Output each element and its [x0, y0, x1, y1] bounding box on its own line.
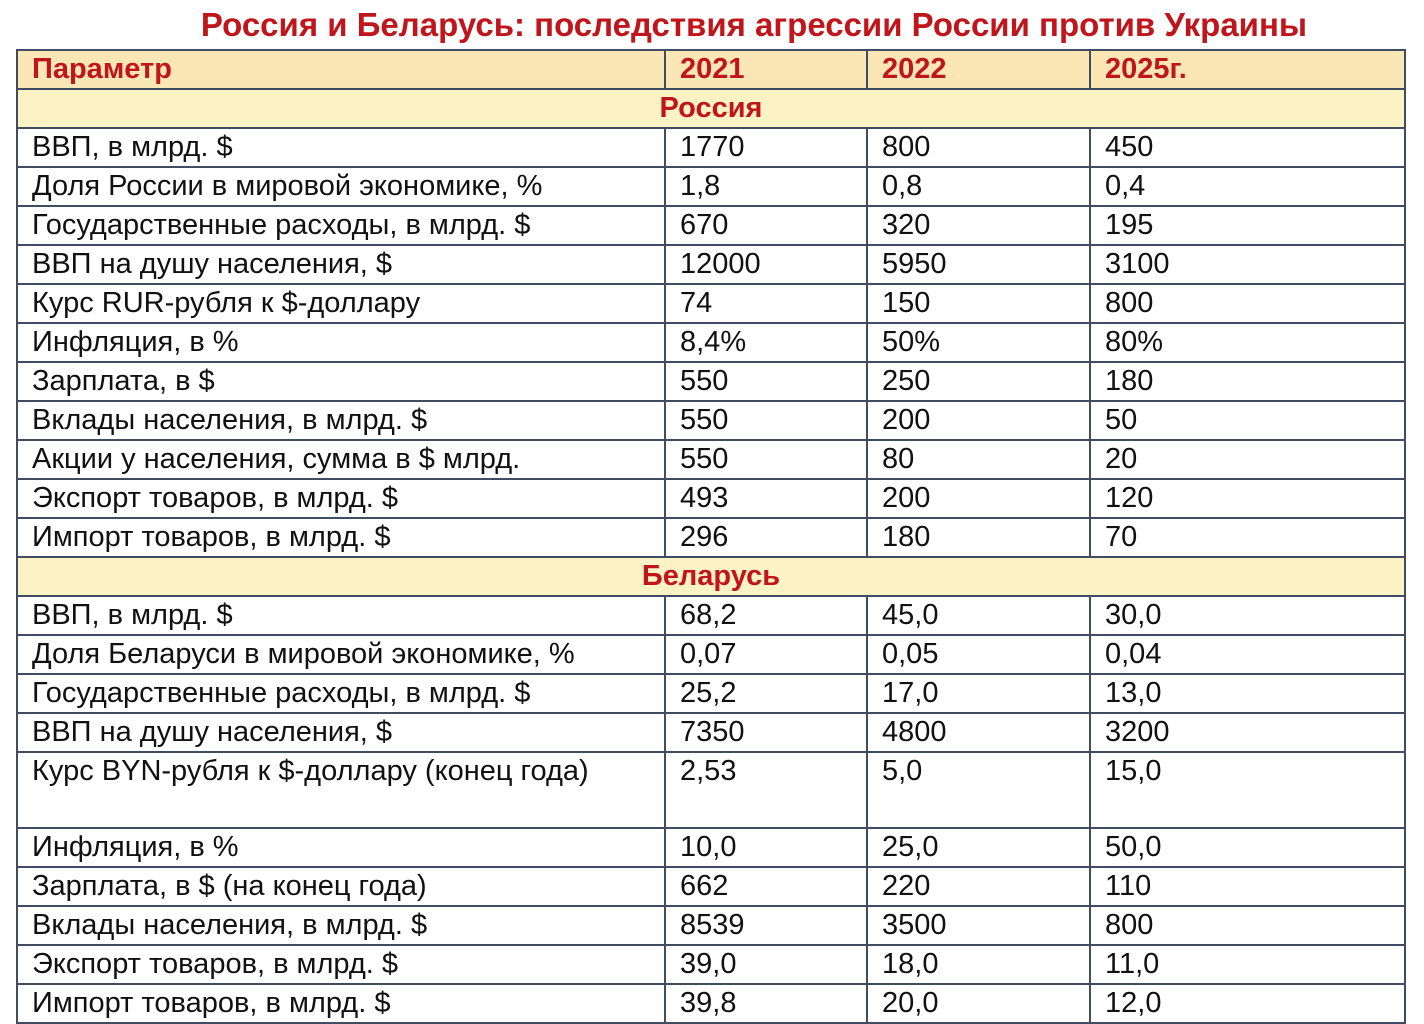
value-cell-2021: 550 — [665, 440, 867, 479]
table-row — [17, 518, 1405, 557]
value-cell-2022: 3500 — [867, 906, 1090, 945]
value-cell-2025: 110 — [1090, 867, 1405, 906]
param-cell: Зарплата, в $ (на конец года) — [17, 867, 665, 906]
value-cell-2021: 550 — [665, 401, 867, 440]
value-cell-2025: 70 — [1090, 518, 1405, 557]
value-cell-2022: 180 — [867, 518, 1090, 557]
value-cell-2021: 8539 — [665, 906, 867, 945]
value-cell-2021: 7350 — [665, 713, 867, 752]
value-cell-2025: 3100 — [1090, 245, 1405, 284]
value-cell-2022: 17,0 — [867, 674, 1090, 713]
param-cell: ВВП, в млрд. $ — [17, 596, 665, 635]
table-row — [17, 828, 1405, 867]
value-cell-2025: 12,0 — [1090, 984, 1405, 1023]
value-cell-2025: 80% — [1090, 323, 1405, 362]
value-cell-2025: 0,04 — [1090, 635, 1405, 674]
section-header-russia — [17, 89, 1405, 128]
param-cell: Доля России в мировой экономике, % — [17, 167, 665, 206]
value-cell-2021: 0,07 — [665, 635, 867, 674]
table-row — [17, 440, 1405, 479]
value-cell-2022: 200 — [867, 401, 1090, 440]
value-cell-2022: 25,0 — [867, 828, 1090, 867]
table-row — [17, 596, 1405, 635]
page-title: Россия и Беларусь: последствия агрессии России против Украины — [200, 6, 1308, 43]
value-cell-2022: 250 — [867, 362, 1090, 401]
value-cell-2022: 0,8 — [867, 167, 1090, 206]
table-row — [17, 635, 1405, 674]
section-title: Беларусь — [17, 557, 1405, 596]
value-cell-2025: 3200 — [1090, 713, 1405, 752]
table-row — [17, 479, 1405, 518]
value-cell-2025: 50 — [1090, 401, 1405, 440]
value-cell-2022: 20,0 — [867, 984, 1090, 1023]
table-row — [17, 752, 1405, 828]
value-cell-2025: 120 — [1090, 479, 1405, 518]
header-cell-parameter: Параметр — [17, 50, 665, 89]
value-cell-2025: 11,0 — [1090, 945, 1405, 984]
table-row — [17, 945, 1405, 984]
value-cell-2025: 13,0 — [1090, 674, 1405, 713]
value-cell-2025: 50,0 — [1090, 828, 1405, 867]
table-row — [17, 284, 1405, 323]
param-cell: Инфляция, в % — [17, 828, 665, 867]
table-row — [17, 867, 1405, 906]
value-cell-2021: 550 — [665, 362, 867, 401]
param-cell: Вклады населения, в млрд. $ — [17, 401, 665, 440]
param-cell: Государственные расходы, в млрд. $ — [17, 674, 665, 713]
param-cell: Курс RUR-рубля к $-доллару — [17, 284, 665, 323]
param-cell: Импорт товаров, в млрд. $ — [17, 518, 665, 557]
param-cell: Доля Беларуси в мировой экономике, % — [17, 635, 665, 674]
value-cell-2021: 25,2 — [665, 674, 867, 713]
param-cell: ВВП на душу населения, $ — [17, 713, 665, 752]
param-cell: Инфляция, в % — [17, 323, 665, 362]
value-cell-2021: 296 — [665, 518, 867, 557]
value-cell-2021: 68,2 — [665, 596, 867, 635]
value-cell-2025: 450 — [1090, 128, 1405, 167]
value-cell-2021: 12000 — [665, 245, 867, 284]
value-cell-2022: 45,0 — [867, 596, 1090, 635]
table-row — [17, 128, 1405, 167]
param-cell: Акции у населения, сумма в $ млрд. — [17, 440, 665, 479]
section-title: Россия — [17, 89, 1405, 128]
value-cell-2025: 30,0 — [1090, 596, 1405, 635]
param-cell: Экспорт товаров, в млрд. $ — [17, 479, 665, 518]
value-cell-2025: 180 — [1090, 362, 1405, 401]
value-cell-2022: 5,0 — [867, 752, 1090, 828]
value-cell-2022: 200 — [867, 479, 1090, 518]
section-header-belarus — [17, 557, 1405, 596]
value-cell-2021: 39,8 — [665, 984, 867, 1023]
table-row — [17, 362, 1405, 401]
value-cell-2021: 39,0 — [665, 945, 867, 984]
table-row — [17, 984, 1405, 1023]
value-cell-2021: 1,8 — [665, 167, 867, 206]
data-table — [16, 49, 1406, 1024]
value-cell-2022: 320 — [867, 206, 1090, 245]
table-row — [17, 906, 1405, 945]
table-row — [17, 323, 1405, 362]
value-cell-2025: 15,0 — [1090, 752, 1405, 828]
header-cell-2022: 2022 — [867, 50, 1090, 89]
value-cell-2022: 18,0 — [867, 945, 1090, 984]
value-cell-2025: 800 — [1090, 284, 1405, 323]
param-cell: Экспорт товаров, в млрд. $ — [17, 945, 665, 984]
table-row — [17, 713, 1405, 752]
value-cell-2022: 4800 — [867, 713, 1090, 752]
value-cell-2025: 20 — [1090, 440, 1405, 479]
param-cell: Зарплата, в $ — [17, 362, 665, 401]
value-cell-2025: 0,4 — [1090, 167, 1405, 206]
param-cell: ВВП на душу населения, $ — [17, 245, 665, 284]
value-cell-2021: 670 — [665, 206, 867, 245]
param-cell: Импорт товаров, в млрд. $ — [17, 984, 665, 1023]
table-row — [17, 401, 1405, 440]
value-cell-2021: 2,53 — [665, 752, 867, 828]
value-cell-2025: 195 — [1090, 206, 1405, 245]
header-cell-2021: 2021 — [665, 50, 867, 89]
table-row — [17, 206, 1405, 245]
value-cell-2021: 10,0 — [665, 828, 867, 867]
value-cell-2022: 5950 — [867, 245, 1090, 284]
value-cell-2022: 80 — [867, 440, 1090, 479]
table-header-row — [17, 50, 1405, 89]
param-cell: ВВП, в млрд. $ — [17, 128, 665, 167]
value-cell-2025: 800 — [1090, 906, 1405, 945]
param-cell: Курс BYN-рубля к $-доллару (конец года) — [17, 752, 665, 828]
table-row — [17, 245, 1405, 284]
param-cell: Государственные расходы, в млрд. $ — [17, 206, 665, 245]
table-row — [17, 674, 1405, 713]
value-cell-2022: 0,05 — [867, 635, 1090, 674]
value-cell-2022: 150 — [867, 284, 1090, 323]
value-cell-2022: 50% — [867, 323, 1090, 362]
value-cell-2022: 800 — [867, 128, 1090, 167]
table-row — [17, 167, 1405, 206]
value-cell-2021: 493 — [665, 479, 867, 518]
param-cell: Вклады населения, в млрд. $ — [17, 906, 665, 945]
value-cell-2021: 1770 — [665, 128, 867, 167]
value-cell-2021: 74 — [665, 284, 867, 323]
header-cell-2025: 2025г. — [1090, 50, 1405, 89]
value-cell-2021: 8,4% — [665, 323, 867, 362]
value-cell-2021: 662 — [665, 867, 867, 906]
value-cell-2022: 220 — [867, 867, 1090, 906]
